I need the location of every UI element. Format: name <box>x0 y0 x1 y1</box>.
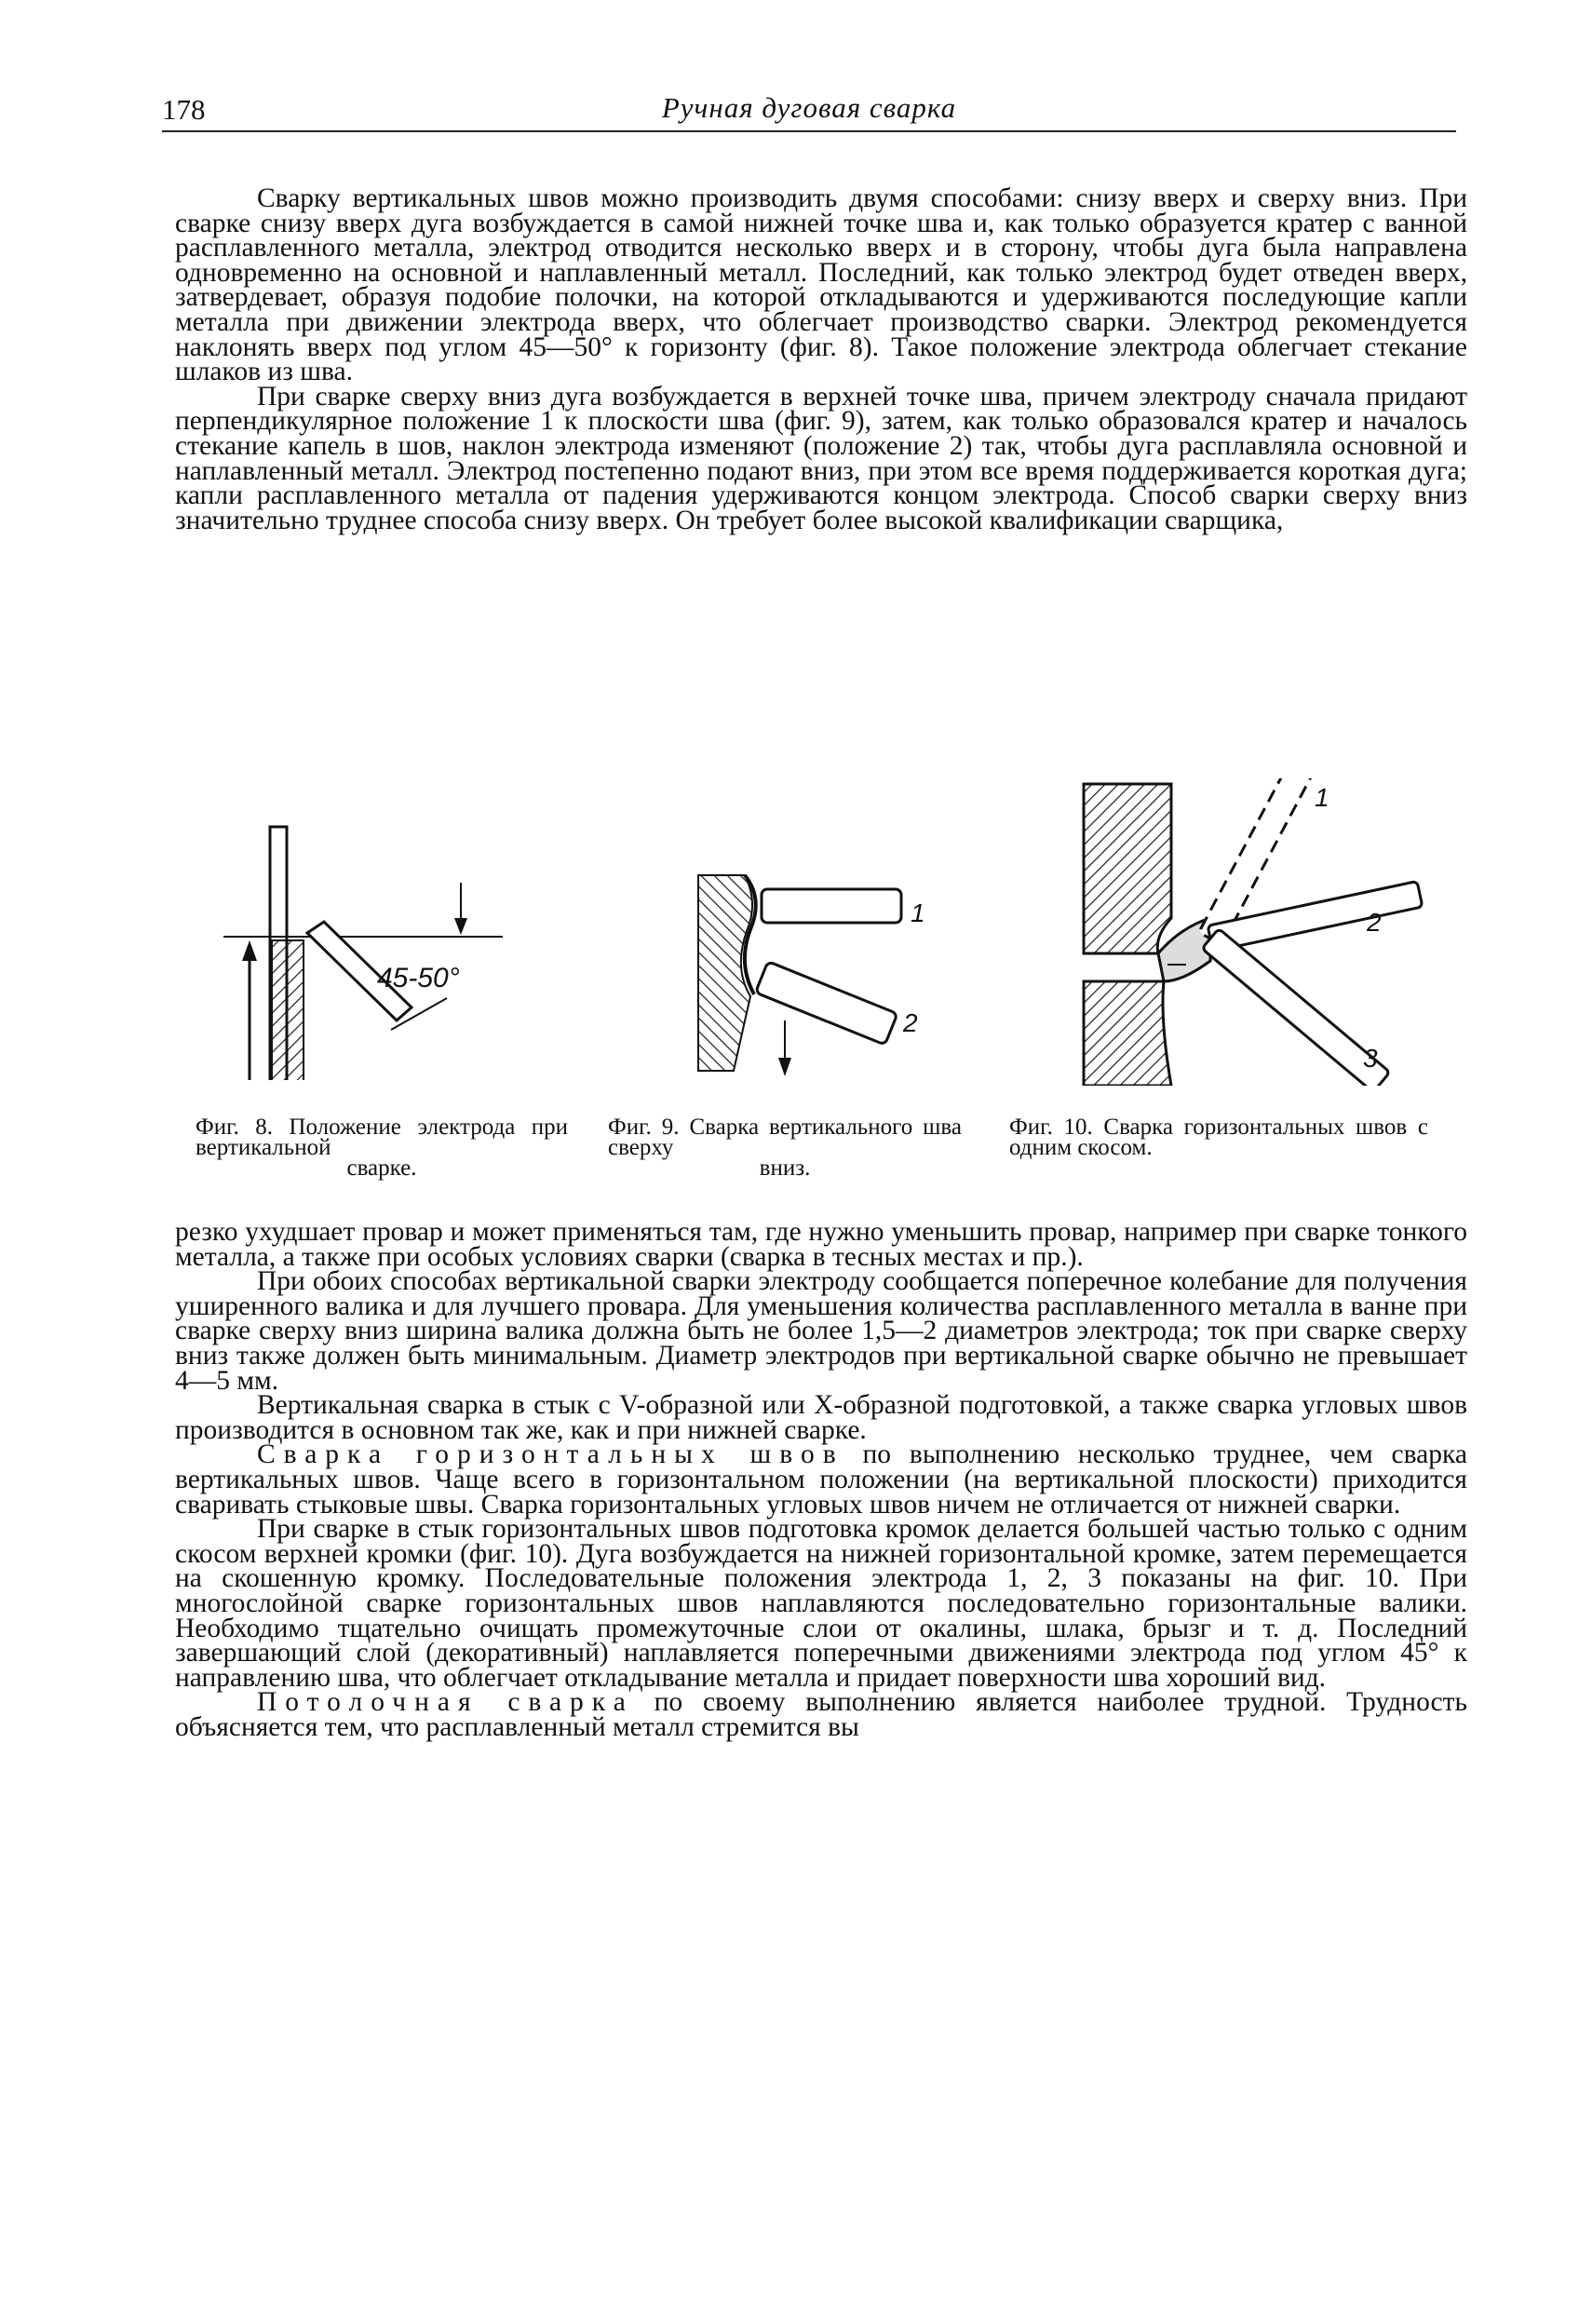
position-label-2: 2 <box>1367 908 1382 937</box>
figure-9-drawing <box>689 838 968 1080</box>
figure-10-caption-text: Фиг. 10. Сварка горизонтальных швов с одним скосом. <box>1009 1115 1428 1160</box>
figure-8-drawing <box>168 801 577 1080</box>
term-overhead-welding: Потолочная сварка <box>257 1687 634 1718</box>
figure-8-caption-end: сварке. <box>346 1155 417 1181</box>
position-label-1: 1 <box>1315 783 1329 812</box>
paragraph-horizontal-seams <box>175 1439 1467 1520</box>
position-label-1: 1 <box>911 899 925 927</box>
figure-10-drawing <box>1071 778 1462 1086</box>
paragraph-horizontal-seams-text: по выполнению несколько труднее, чем сварка вертикальных швов. Чаще всего в горизонтальном положении (на вертикальной плоскости) приходится сваривать стыковые швы. Сварка горизонтальных угловых швов ничем не отличается от нижней сварки. <box>175 1439 1467 1520</box>
electrode-3-group <box>1202 928 1390 1086</box>
paragraph-continuation: резко ухудшает провар и может применяться там, где нужно уменьшить провар, например при сварке тонкого металла, а также при особых условиях сварки (сварка в тесных местах и пр.). <box>175 1217 1467 1272</box>
paragraph-overhead-welding-text: по своему выполнению является наиболее трудной. Трудность объясняется тем, что расплавленный металл стремится вы <box>175 1687 1467 1742</box>
paragraph-edge-preparation: При сварке в стык горизонтальных швов подготовка кромок делается большей частью только с одним скосом верхней кромки (фиг. 10). Дуга возбуждается на нижней горизонтальной кромке, затем перемещается на скошенную кромку. Последовательные положения электрода 1, 2, 3 показаны на фиг. 10. При многослойной сварке горизонтальных швов наплавляются последовательно горизонтальные валики. Необходимо тщательно очищать промежуточные слои от окалины, шлака, брызг и т. д. Последний завершающий слой (декоративный) наплавляется поперечными движениями электрода под углом 45° к направлению шва, что облегчает откладывание металла и придает поверхности шва хороший вид. <box>175 1514 1467 1693</box>
figure-8-caption-text: Фиг. 8. Положение электрода при вертикальной <box>196 1115 568 1160</box>
figure-9 <box>608 838 968 1181</box>
paragraph-overhead-welding <box>175 1687 1467 1742</box>
figure-8-caption <box>196 1117 568 1179</box>
figure-9-caption-end: вниз. <box>759 1155 811 1181</box>
paragraph-oscillation: При обоих способах вертикальной сварки электроду сообщается поперечное колебание для получения уширенного валика и для лучшего провара. Для уменьшения количества расплавленного металла в ванне при сварке сверху вниз ширина валика должна быть не более 1,5—2 диаметров электрода; ток при сварке сверху вниз также должен быть минимальным. Диаметр электродов при вертикальной сварке обычно не превышает 4—5 мм. <box>175 1266 1467 1396</box>
figure-9-caption <box>608 1117 962 1179</box>
arrow-up-head <box>242 940 257 961</box>
figure-8 <box>168 801 577 1181</box>
position-label-3: 3 <box>1363 1044 1378 1073</box>
electrode-position-2-group <box>755 962 897 1046</box>
text-block-top <box>175 183 1467 535</box>
upper-plate <box>1084 784 1171 953</box>
angle-arrow-head <box>454 918 467 935</box>
paragraph-vertical-welding: Сварку вертикальных швов можно производить двумя способами: снизу вверх и сверху вниз. При сварке снизу вверх дуга возбуждается в самой нижней точке шва и, как только образуется кратер с ванной расплавленного металла, электрод отводится несколько вверх и в сторону, чтобы дуга была направлена одновременно на основной и наплавленный металл. Последний, как только электрод будет отведен вверх, затвердевает, образуя подобие полочки, на которой откладываются и удерживаются последующие капли металла при движении электрода вверх, что облегчает производство сварки. Электрод рекомендуется наклонять вверх под углом 45—50° к горизонту (фиг. 8). Такое положение электрода облегчает стекание шлаков из шва. <box>175 183 1467 387</box>
term-horizontal-seams: Сварка горизонтальных швов <box>257 1439 844 1470</box>
running-title: Ручная дуговая сварка <box>661 91 957 124</box>
electrode-position-2 <box>755 962 897 1046</box>
page-number: 178 <box>162 93 206 126</box>
weld-wall <box>698 875 752 1071</box>
running-header <box>162 89 1456 136</box>
paragraph-butt-welding: Вертикальная сварка в стык с V-образной или X-образной подготовкой, а также сварка угловых швов производится в основном так же, как и при нижней сварке. <box>175 1390 1467 1445</box>
arrow-down-head <box>778 1058 791 1076</box>
header-rule <box>162 130 1456 132</box>
electrode-position-3 <box>1202 928 1390 1086</box>
figure-9-caption-text: Фиг. 9. Сварка вертикального шва сверху <box>608 1115 962 1160</box>
lower-plate <box>1084 981 1171 1086</box>
figure-10-caption <box>1009 1117 1428 1158</box>
paragraph-top-down-welding: При сварке сверху вниз дуга возбуждается в верхней точке шва, причем электроду сначала придают перпендикулярное положение 1 к плоскости шва (фиг. 9), затем, как только образовался кратер и началось стекание капель в шов, наклон электрода изменяют (положение 2) так, чтобы дуга расплавляла основной и наплавленный металл. Электрод постепенно подают вниз, при этом все время поддерживается короткая дуга; капли расплавленного металла от падения удерживаются концом электрода. Способ сварки сверху вниз значительно труднее способа снизу вверх. Он требует более высокой квалификации сварщика, <box>175 381 1467 535</box>
electrode-position-1 <box>762 889 901 923</box>
text-block-bottom <box>175 1217 1467 1742</box>
angle-label: 45-50° <box>377 963 460 993</box>
position-label-2: 2 <box>903 1008 918 1037</box>
figure-10 <box>1009 778 1462 1160</box>
